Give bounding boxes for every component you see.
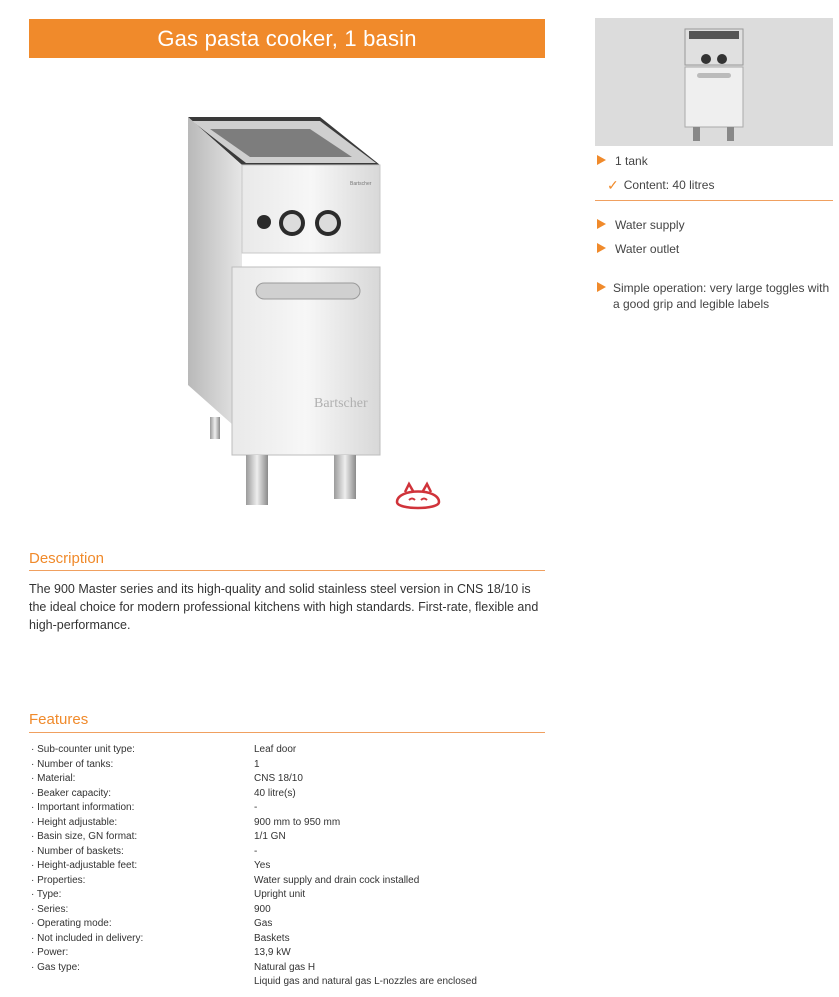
page-title: Gas pasta cooker, 1 basin: [29, 19, 545, 58]
side-item: [597, 177, 833, 193]
features-table: [31, 743, 551, 990]
feature-row: [31, 975, 551, 990]
side-item-text: 1 tank: [615, 154, 648, 168]
description-text: The 900 Master series and its high-quality and solid stainless steel version in CNS 18/10 is the ideal choice for modern professional kitchens with high standards. First-rate, flexible and high-performance.: [29, 582, 539, 632]
feature-label: · Height-adjustable feet:: [31, 860, 138, 871]
feature-row: [31, 801, 551, 816]
feature-label: · Series:: [31, 903, 69, 915]
feature-label: · Not included in delivery:: [31, 932, 144, 944]
feature-value: Yes: [254, 860, 271, 871]
feature-value: Leaf door: [254, 744, 297, 755]
feature-value: Upright unit: [254, 889, 306, 900]
description-title: Description: [29, 550, 105, 567]
feature-row: [31, 888, 551, 903]
svg-text:Bartscher: Bartscher: [350, 181, 372, 187]
feature-row: [31, 758, 551, 773]
arrow-icon: [597, 219, 606, 229]
feature-value: Water supply and drain cock installed: [254, 874, 420, 886]
feature-label: · Height adjustable:: [31, 816, 118, 828]
feature-label: · Type:: [31, 889, 62, 900]
feature-label: · Basin size, GN format:: [31, 831, 138, 842]
product-thumbnail: [595, 18, 833, 146]
side-item-text: Water supply: [615, 218, 685, 232]
divider: [595, 200, 833, 201]
feature-row: [31, 859, 551, 874]
svg-text:Bartscher: Bartscher: [314, 396, 368, 411]
side-item-text: Water outlet: [615, 242, 680, 256]
feature-row: [31, 932, 551, 947]
feature-value: 900 mm to 950 mm: [254, 816, 341, 828]
feature-value: 13,9 kW: [254, 947, 291, 958]
side-info-group-3: [597, 280, 833, 320]
side-item: [597, 153, 833, 169]
feature-label: · Important information:: [31, 802, 135, 813]
feature-row: [31, 917, 551, 932]
side-info-group-2: [597, 217, 833, 265]
feature-label: · Number of baskets:: [31, 845, 124, 857]
feature-value: Baskets: [254, 932, 290, 944]
feature-label: · Properties:: [31, 874, 86, 886]
product-photo: [180, 105, 400, 515]
feature-value: Natural gas H: [254, 961, 316, 973]
feature-row: [31, 830, 551, 845]
side-item: [597, 241, 833, 257]
feature-value: Gas: [254, 918, 273, 929]
feature-value: -: [254, 845, 258, 857]
feature-label: · Power:: [31, 947, 69, 958]
arrow-icon: [597, 282, 606, 292]
check-icon: ✓: [607, 177, 619, 193]
feature-row: [31, 961, 551, 976]
feature-row: [31, 845, 551, 860]
side-item-text: Content: 40 litres: [623, 178, 715, 192]
divider: [29, 570, 545, 571]
feature-label: · Sub-counter unit type:: [31, 744, 135, 755]
divider: [29, 732, 545, 733]
feature-value: CNS 18/10: [254, 773, 303, 784]
feature-row: [31, 743, 551, 758]
side-item: [597, 280, 833, 312]
feature-label: [31, 975, 254, 990]
arrow-icon: [597, 243, 606, 253]
feature-value: 900: [254, 903, 271, 915]
feature-row: [31, 816, 551, 831]
feature-value: 40 litre(s): [254, 787, 296, 799]
feature-row: [31, 903, 551, 918]
feature-value: Liquid gas and natural gas L-nozzles are enclosed: [254, 976, 477, 987]
feature-row: [31, 787, 551, 802]
feature-label: · Operating mode:: [31, 918, 112, 929]
feature-value: 1/1 GN: [254, 831, 286, 842]
cat-logo-icon: [391, 480, 445, 514]
feature-row: [31, 874, 551, 889]
feature-value: -: [254, 802, 258, 813]
feature-row: [31, 772, 551, 787]
feature-label: · Number of tanks:: [31, 758, 114, 770]
features-title: Features: [29, 711, 89, 728]
arrow-icon: [597, 155, 606, 165]
feature-label: · Gas type:: [31, 961, 80, 973]
feature-label: · Beaker capacity:: [31, 787, 112, 799]
side-item-text: Simple operation: very large toggles with a good grip and legible labels: [613, 281, 830, 311]
feature-value: 1: [254, 758, 260, 770]
feature-row: [31, 946, 551, 961]
side-info-group-1: [597, 153, 833, 201]
feature-label: · Material:: [31, 773, 76, 784]
side-item: [597, 217, 833, 233]
